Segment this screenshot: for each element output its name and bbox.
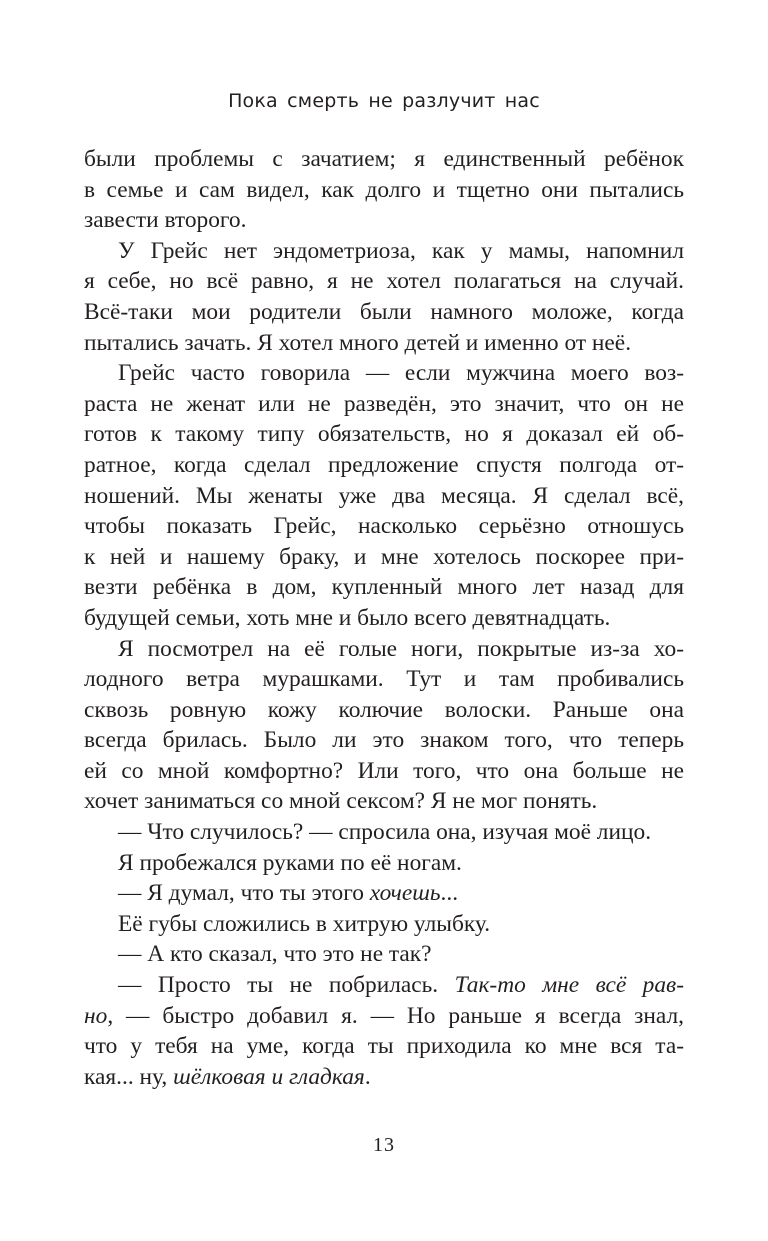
text-line: [84, 572, 684, 603]
text-line: [84, 970, 684, 1001]
text-segment: кая... ну,: [84, 1063, 174, 1090]
text-segment: ей со мной комфортно? Или того, что она больше не: [84, 757, 684, 784]
text-line: [84, 266, 684, 297]
text-segment: раста не женат или не разведён, это значит, что он не: [84, 390, 684, 417]
text-segment: ...: [440, 880, 459, 907]
text-line: [84, 786, 684, 817]
text-line: [84, 481, 684, 512]
text-segment: хочет заниматься со мной сексом? Я не мог понять.: [84, 788, 598, 815]
text-segment: Я пробежался руками по её ногам.: [118, 849, 462, 876]
italic-text: шёлковая и гладкая: [173, 1063, 365, 1090]
text-line: [84, 725, 684, 756]
text-segment: Её губы сложились в хитрую улыбку.: [118, 910, 491, 937]
text-segment: в семье и сам видел, как долго и тщетно они пытались: [84, 176, 684, 203]
text-segment: .: [364, 1063, 371, 1090]
text-line: [84, 848, 684, 879]
text-segment: — А кто сказал, что это не так?: [118, 941, 432, 968]
text-line: [84, 297, 684, 328]
text-line: [84, 389, 684, 420]
text-line: [84, 144, 684, 175]
text-segment: сквозь ровную кожу колючие волоски. Раньше она: [84, 696, 684, 723]
text-segment: чтобы показать Грейс, насколько серьёзно отношусь: [84, 513, 684, 540]
text-segment: лодного ветра мурашками. Тут и там пробивались: [84, 666, 684, 693]
text-line: [84, 450, 684, 481]
text-line: [84, 1062, 684, 1093]
text-line: [84, 756, 684, 787]
text-segment: ратное, когда сделал предложение спустя полгода от-: [84, 451, 684, 478]
text-line: [84, 1001, 684, 1032]
text-line: [84, 603, 684, 634]
text-segment: везти ребёнка в дом, купленный много лет назад для: [84, 574, 684, 601]
text-line: [84, 358, 684, 389]
running-head: Пока смерть не разлучит нас: [228, 90, 540, 112]
text-segment: я себе, но всё равно, я не хотел полагаться на случай.: [84, 268, 684, 295]
text-segment: — Я думал, что ты этого: [118, 880, 370, 907]
text-line: [84, 236, 684, 267]
text-line: [84, 175, 684, 206]
text-line: [84, 205, 684, 236]
text-line: [84, 511, 684, 542]
text-line: [84, 909, 684, 940]
text-segment: были проблемы с зачатием; я единственный ребёнок: [84, 146, 684, 172]
text-segment: У Грейс нет эндометриоза, как у мамы, напомнил: [118, 237, 684, 264]
text-segment: что у тебя на уме, когда ты приходила ко мне вся та-: [84, 1033, 684, 1060]
text-segment: — Просто ты не побрилась.: [118, 972, 455, 999]
italic-text: но: [84, 1002, 108, 1029]
page-number: 13: [373, 1134, 395, 1156]
text-line: [84, 419, 684, 450]
text-segment: Я посмотрел на её голые ноги, покрытые из-за хо-: [118, 635, 684, 662]
text-line: [84, 1031, 684, 1062]
text-line: [84, 695, 684, 726]
text-segment: будущей семьи, хоть мне и было всего девятнадцать.: [84, 604, 611, 631]
body-text: [84, 144, 684, 1092]
italic-text: Так-то мне всё рав-: [454, 972, 684, 999]
text-line: [84, 878, 684, 909]
text-segment: ношений. Мы женаты уже два месяца. Я сделал всё,: [84, 482, 684, 509]
text-segment: пытались зачать. Я хотел много детей и именно от неё.: [84, 329, 632, 356]
text-segment: к ней и нашему браку, и мне хотелось поскорее при-: [84, 543, 684, 570]
text-segment: завести второго.: [84, 207, 247, 234]
text-segment: , — быстро добавил я. — Но раньше я всегда знал,: [107, 1002, 684, 1029]
italic-text: хочешь: [369, 880, 441, 907]
text-line: [84, 817, 684, 848]
text-segment: всегда брилась. Было ли это знаком того, что теперь: [84, 727, 684, 754]
text-segment: — Что случилось? — спросила она, изучая моё лицо.: [118, 819, 652, 846]
text-line: [84, 328, 684, 359]
text-segment: Всё-таки мои родители были намного моложе, когда: [84, 298, 684, 325]
text-segment: готов к такому типу обязательств, но я доказал ей об-: [84, 421, 684, 448]
text-line: [84, 542, 684, 573]
text-segment: Грейс часто говорила — если мужчина моего воз-: [118, 360, 684, 387]
text-line: [84, 939, 684, 970]
text-line: [84, 634, 684, 665]
text-line: [84, 664, 684, 695]
